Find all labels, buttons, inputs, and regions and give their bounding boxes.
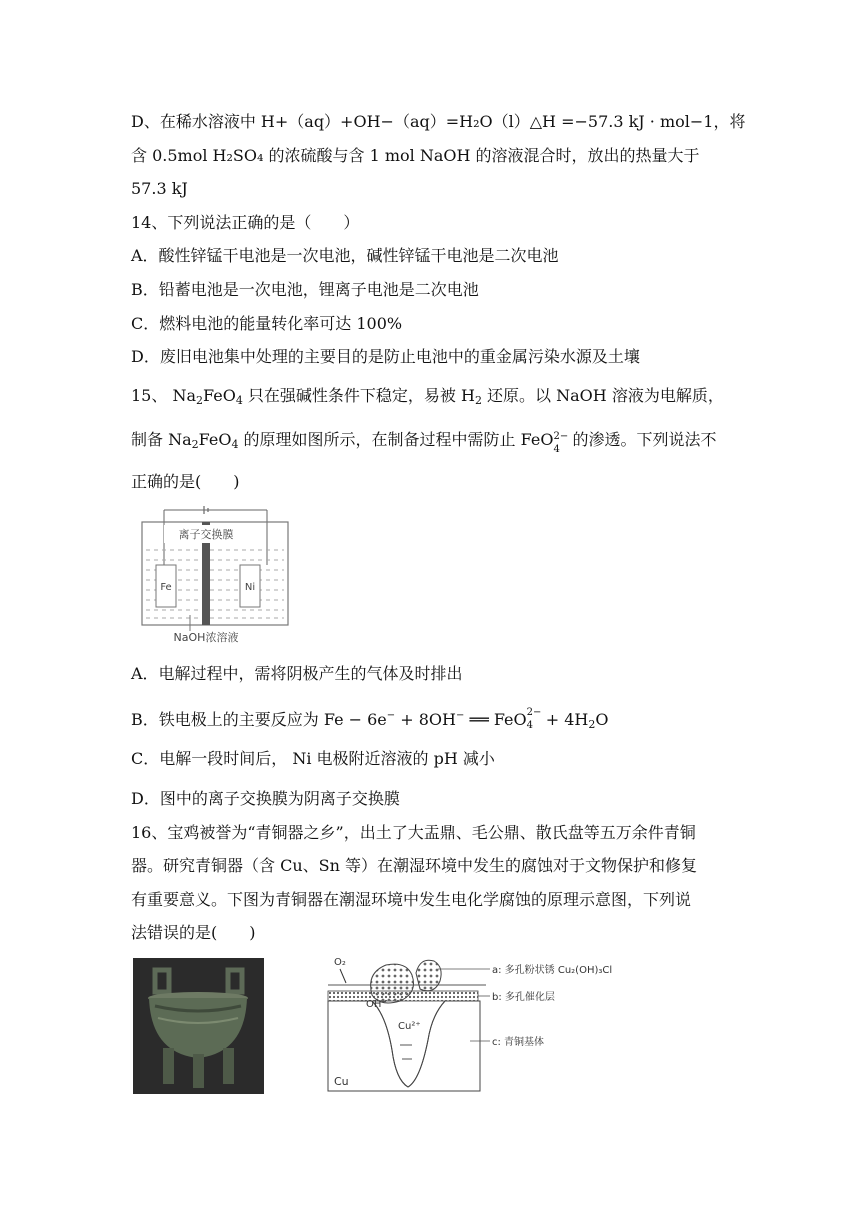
- q13-option-d-line1: D、在稀水溶液中 H+（aq）+OH−（aq）=H₂O（l）△H =−57.3 kJ · mol−1，将: [131, 112, 746, 131]
- label-a: a: 多孔粉状锈 Cu₂(OH)₃Cl: [492, 965, 613, 976]
- q15-option-c: C．电解一段时间后， Ni 电极附近溶液的 pH 减小: [131, 749, 495, 768]
- q14-stem: 14、下列说法正确的是（ ）: [131, 213, 360, 232]
- o2-label: O₂: [334, 957, 346, 968]
- q13-option-d-line3: 57.3 kJ: [131, 179, 188, 198]
- q14-option-a: A．酸性锌锰干电池是一次电池，碱性锌锰干电池是二次电池: [131, 246, 559, 265]
- q15-stem-line3: 正确的是( ): [131, 472, 240, 491]
- cu-label: Cu: [334, 1075, 349, 1088]
- q14-option-d: D．废旧电池集中处理的主要目的是防止电池中的重金属污染水源及土壤: [131, 347, 640, 366]
- q14-option-b: B．铅蓄电池是一次电池，锂离子电池是二次电池: [131, 280, 479, 299]
- electrolysis-cell-diagram: [140, 505, 290, 645]
- cu2-label: Cu²⁺: [398, 1021, 421, 1032]
- label-b: b: 多孔催化层: [492, 992, 555, 1003]
- q16-stem-line3: 有重要意义。下图为青铜器在潮湿环境中发生电化学腐蚀的原理示意图，下列说: [131, 890, 692, 909]
- ni-label: Ni: [244, 582, 256, 593]
- q16-stem-line2: 器。研究青铜器（含 Cu、Sn 等）在潮湿环境中发生的腐蚀对于文物保护和修复: [131, 856, 697, 875]
- q14-option-c: C．燃料电池的能量转化率可达 100%: [131, 314, 403, 333]
- q16-stem-line1: 16、宝鸡被誉为“青铜器之乡”，出土了大盂鼎、毛公鼎、散氏盘等五万余件青铜: [131, 823, 696, 842]
- q16-stem-line4: 法错误的是( ): [131, 923, 256, 942]
- q13-option-d-line2: 含 0.5mol H₂SO₄ 的浓硫酸与含 1 mol NaOH 的溶液混合时，放出的热量大于: [131, 146, 700, 165]
- q15-option-a: A．电解过程中，需将阴极产生的气体及时排出: [131, 664, 463, 683]
- fe-label: Fe: [160, 582, 172, 593]
- oh-label: OH⁻: [366, 999, 387, 1010]
- label-c: c: 青铜基体: [492, 1037, 545, 1048]
- q15-stem-line1: 15、 $Na_2FeO_4$ 只在强碱性条件下稳定，易被 $H_2$ 还原。以 NaOH 溶液为电解质，: [131, 386, 724, 407]
- membrane-label: 离子交换膜: [178, 528, 234, 541]
- corrosion-schematic: [320, 955, 700, 1095]
- bronze-ding-photo: [133, 958, 264, 1094]
- naoh-solution-label: NaOH浓溶液: [173, 631, 239, 644]
- q15-option-b: B．铁电极上的主要反应为 Fe − 6e− + 8OH− ══ FeO 2− 4 + $4H_2O$: [131, 707, 609, 731]
- q15-stem-line2: 制备 $Na_2FeO_4$ 的原理如图所示，在制备过程中需防止 FeO 2− 4 的渗透。下列说法不: [131, 430, 717, 455]
- q15-option-d: D．图中的离子交换膜为阴离子交换膜: [131, 789, 400, 808]
